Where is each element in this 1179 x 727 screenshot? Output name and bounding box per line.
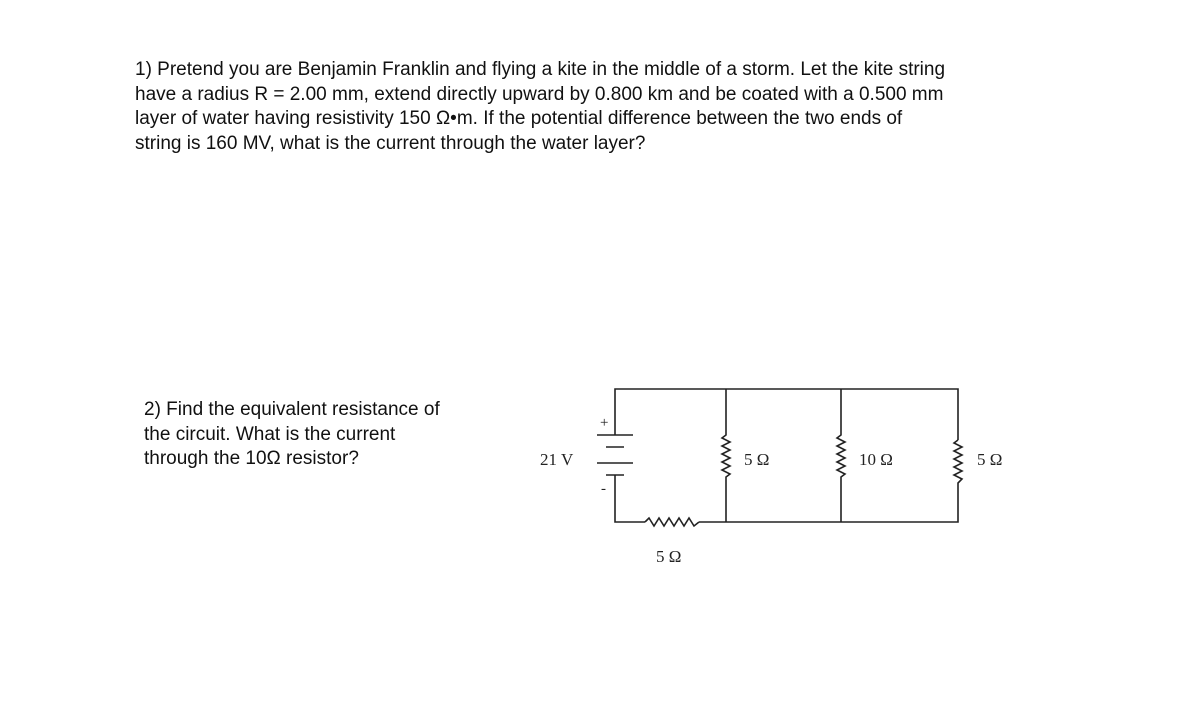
circuit-diagram [520, 375, 1020, 575]
problem-2-line: the circuit. What is the current [144, 423, 396, 445]
parallel-resistor-1 [722, 389, 730, 522]
battery-voltage-label: 21 V [540, 450, 574, 469]
parallel-resistor-2-label: 10 Ω [859, 450, 893, 469]
problem-2-line: through the 10Ω resistor? [144, 448, 359, 469]
parallel-resistor-3 [954, 440, 962, 488]
parallel-resistor-3-label: 5 Ω [977, 450, 1003, 469]
series-resistor-label: 5 Ω [656, 547, 682, 566]
problem-1-text [135, 58, 1035, 156]
problem-2-line: 2) Find the equivalent resistance of [144, 399, 440, 420]
bottom-wire [699, 488, 958, 522]
problem-1-line: string is 160 MV, what is the current through the water layer? [135, 132, 646, 154]
battery-bottom-wire [615, 475, 645, 522]
top-wire [615, 389, 958, 440]
parallel-resistor-1-label: 5 Ω [744, 450, 770, 469]
battery-plus-label: + [600, 415, 609, 431]
problem-1-line: 1) Pretend you are Benjamin Franklin and flying a kite in the middle of a storm. Let the kite string [135, 59, 946, 80]
parallel-resistor-2 [837, 389, 845, 522]
problem-2-text [144, 398, 484, 472]
series-resistor [645, 518, 699, 526]
problem-1-line: have a radius R = 2.00 mm, extend directly upward by 0.800 km and be coated with a 0.500 mm [135, 83, 944, 105]
problem-1-line: layer of water having resistivity 150 Ω•m. If the potential difference between the two ends of [135, 108, 903, 129]
battery-minus-label: - [601, 481, 606, 497]
